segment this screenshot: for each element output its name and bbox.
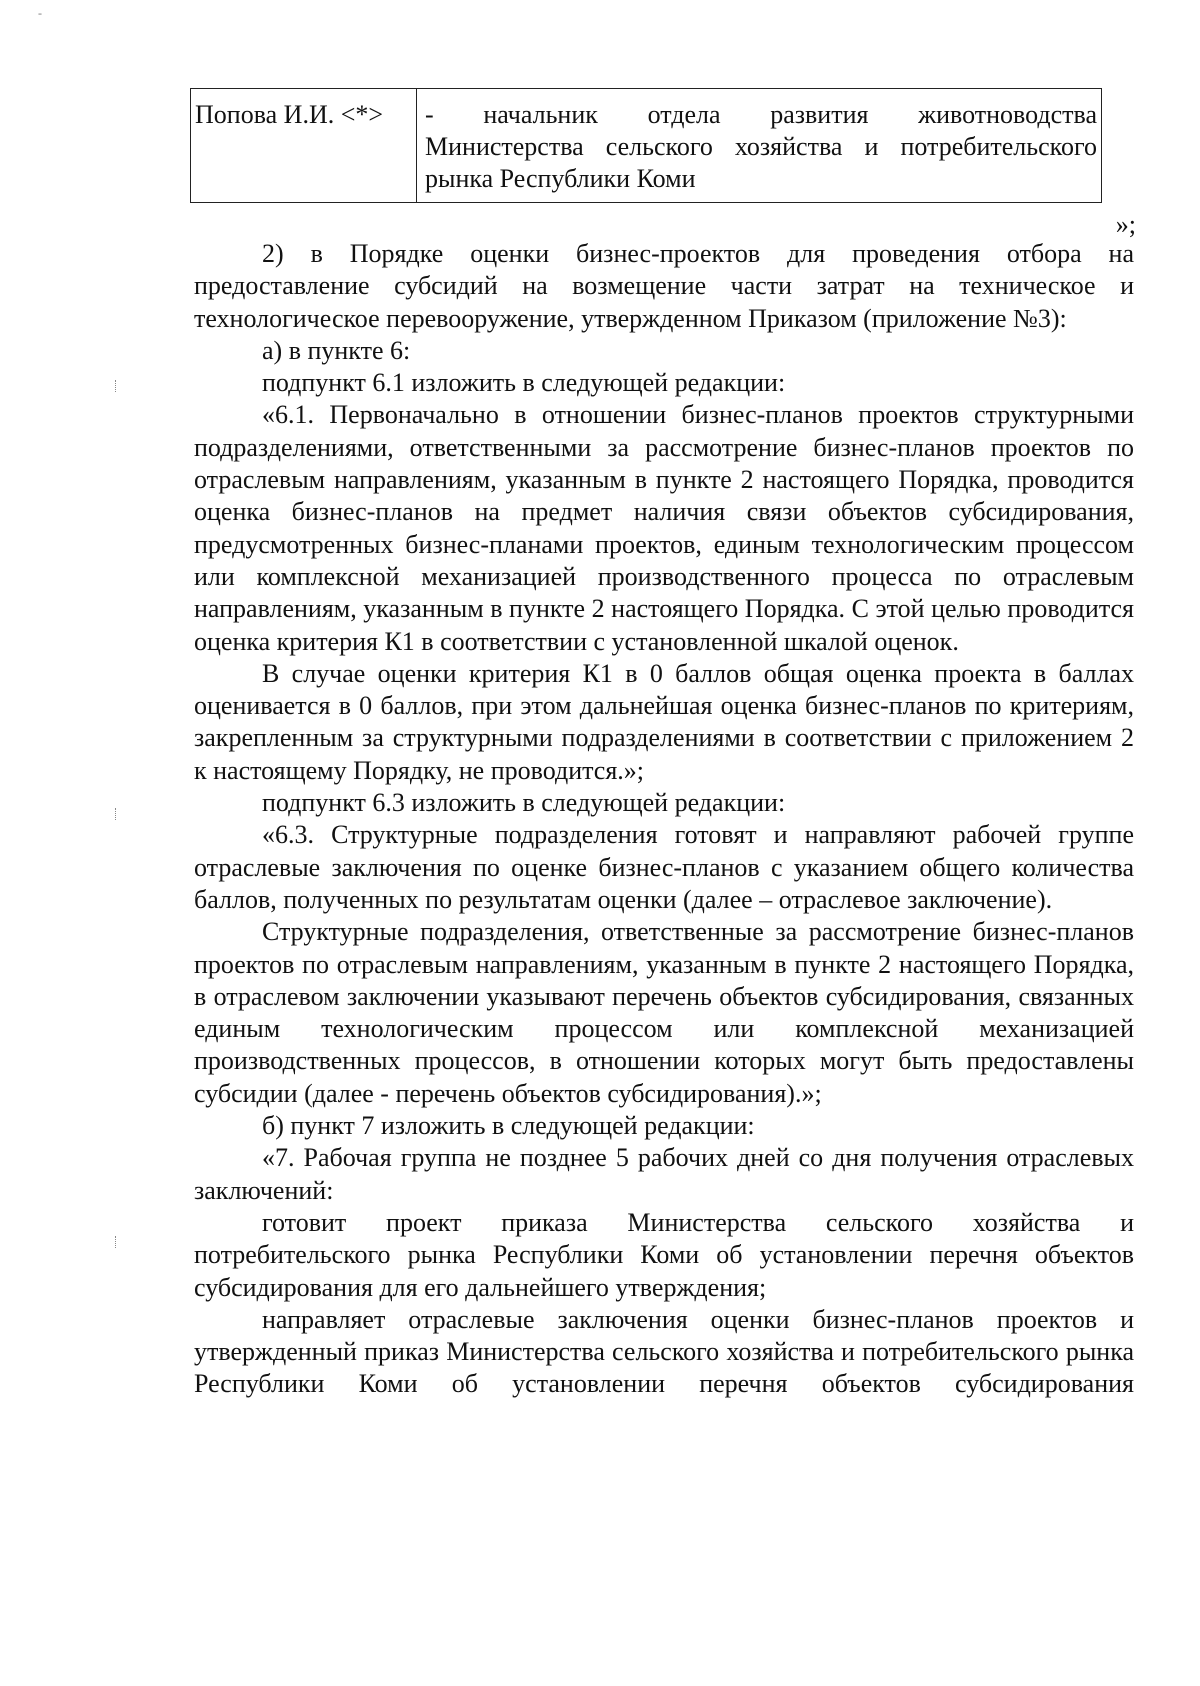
member-role-cell bbox=[417, 89, 1101, 202]
margin-mark bbox=[115, 808, 118, 820]
paragraph: «7. Рабочая группа не позднее 5 рабочих дней со дня получения отраслевых заключений: bbox=[194, 1143, 1134, 1205]
margin-mark bbox=[115, 380, 118, 392]
paragraph: Структурные подразделения, ответственные за рассмотрение бизнес-планов проектов по отраслевым направлениям, указанным в пункте 2 настоящего Порядка, в отраслевом заключении указывают перечень объектов субсидирования, связанных единым технологическим процессом или комплексной механизацией производственных процессов, в отношении которых могут быть предоставлены субсидии (далее - перечень объектов субсидирования).»; bbox=[194, 917, 1134, 1108]
closing-quote: »; bbox=[1115, 210, 1136, 239]
paragraph: б) пункт 7 изложить в следующей редакции: bbox=[262, 1111, 755, 1141]
paragraph: подпункт 6.3 изложить в следующей редакции: bbox=[262, 788, 786, 818]
member-role-line: Министерства сельского хозяйства и потребительского bbox=[425, 132, 1097, 161]
paragraph: подпункт 6.1 изложить в следующей редакции: bbox=[262, 368, 786, 398]
scan-mark: - bbox=[38, 6, 42, 20]
paragraph: В случае оценки критерия К1 в 0 баллов общая оценка проекта в баллах оценивается в 0 баллов, при этом дальнейшая оценка бизнес-планов по критериям, закрепленным за структурными подразделениями в соответствии с приложением 2 к настоящему Порядку, не проводится.»; bbox=[194, 658, 1134, 785]
paragraph: а) в пункте 6: bbox=[262, 335, 411, 365]
document-body bbox=[194, 238, 1134, 1401]
margin-mark bbox=[115, 1236, 118, 1248]
paragraph: «6.3. Структурные подразделения готовят и направляют рабочей группе отраслевые заключения по оценке бизнес-планов с указанием общего количества баллов, полученных по результатам оценки (далее – отраслевое заключение). bbox=[194, 820, 1134, 914]
member-role-line: рынка Республики Коми bbox=[425, 164, 696, 193]
member-role-line: - начальник отдела развития животноводства bbox=[425, 100, 1097, 129]
paragraph: направляет отраслевые заключения оценки бизнес-планов проектов и утвержденный приказ Министерства сельского хозяйства и потребительского рынка Республики Коми об установлении перечня объектов субсидирования bbox=[194, 1304, 1134, 1399]
paragraph: «6.1. Первоначально в отношении бизнес-планов проектов структурными подразделениями, ответственными за рассмотрение бизнес-планов проектов по отраслевым направлениям, указанным в пункте 2 настоящего Порядка, проводится оценка бизнес-планов на предмет наличия связи объектов субсидирования, предусмотренных бизнес-планами проектов, единым технологическим процессом или комплексной механизацией производственного процесса по отраслевым направлениям, указанным в пункте 2 настоящего Порядка. С этой целью проводится оценка критерия К1 в соответствии с установленной шкалой оценок. bbox=[194, 400, 1134, 656]
member-table bbox=[190, 88, 1102, 203]
member-name-cell: Попова И.И. <*> bbox=[191, 89, 417, 202]
paragraph: 2) в Порядке оценки бизнес-проектов для проведения отбора на предоставление субсидий на возмещение части затрат на техническое и технологическое перевооружение, утвержденном Приказом (приложение №3): bbox=[194, 239, 1134, 333]
paragraph: готовит проект приказа Министерства сельского хозяйства и потребительского рынка Республики Коми об установлении перечня объектов субсидирования для его дальнейшего утверждения; bbox=[194, 1207, 1134, 1302]
